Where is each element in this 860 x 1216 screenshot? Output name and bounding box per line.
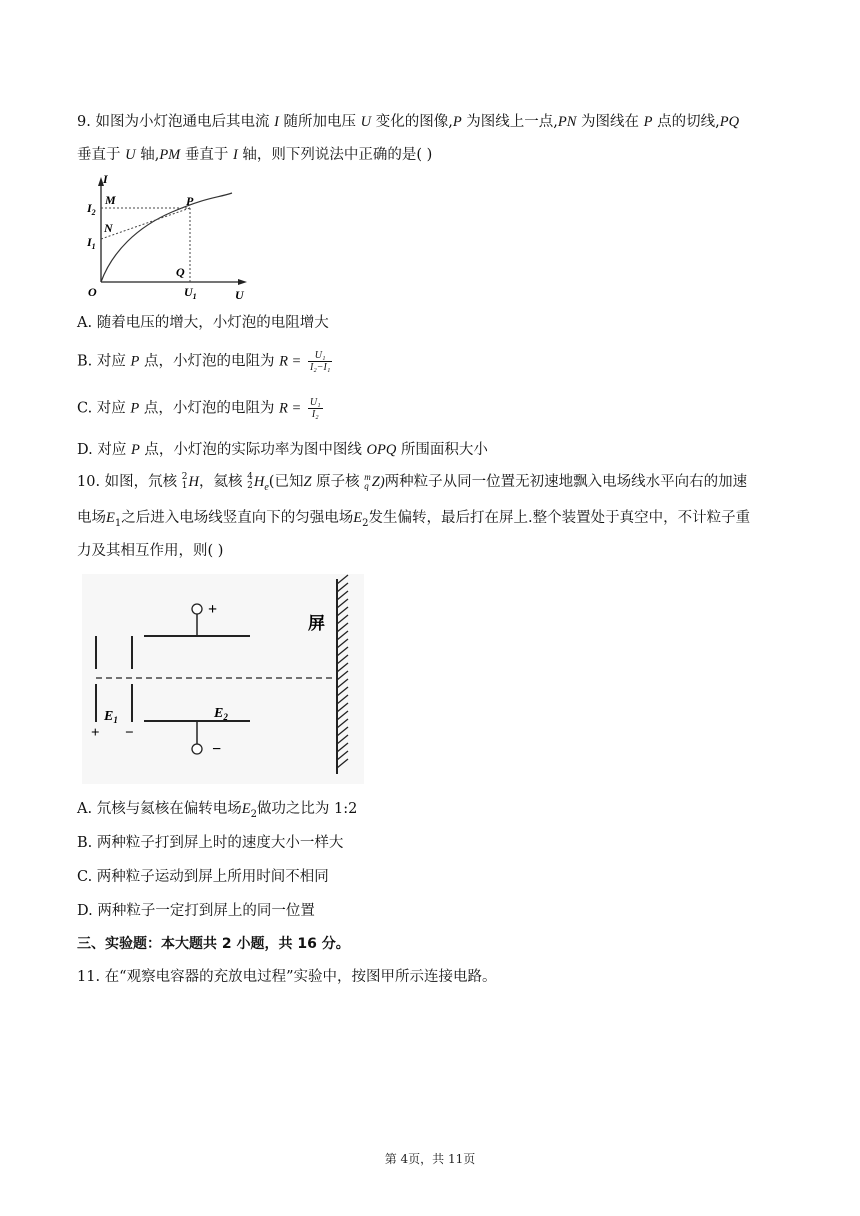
q11-stem: 11. 在“观察电容器的充放电过程”实验中，按图甲所示连接电路。: [77, 969, 497, 985]
q10-stem-line3: 力及其相互作用，则( ): [77, 543, 224, 559]
E2-label: $E_2$: [214, 706, 228, 722]
section-3-heading: 三、实验题：本大题共 2 小题，共 16 分。: [77, 936, 350, 952]
left-minus: −: [125, 725, 134, 741]
bottom-minus: −: [212, 741, 222, 758]
graph-label-Q: Q: [176, 265, 185, 279]
graph-label-I2: $I_2$: [87, 201, 96, 217]
q10-option-c: C. 两种粒子运动到屏上所用时间不相同: [77, 869, 329, 885]
q9-stem-line2: 垂直于 U 轴,PM 垂直于 I 轴，则下列说法中正确的是( ): [77, 147, 433, 163]
q9-option-c: C. 对应 P 点，小灯泡的电阻为 R = $\frac{\text{U₁}}{\text{I₂}}$: [77, 397, 321, 420]
q9-option-a: A. 随着电压的增大，小灯泡的电阻增大: [77, 315, 329, 331]
q10-stem-line1: 10. 如图，氘核 2 1 H，氦核 4 2 $H_e$(已知Z 原子核 m q Z)两种粒子从同一位置无初速地飘入电场线水平向右的加速: [77, 472, 748, 493]
q10-option-b: B. 两种粒子打到屏上时的速度大小一样大: [77, 835, 344, 851]
page-footer: 第 4页，共 11页: [384, 1152, 476, 1166]
field-apparatus-figure: [82, 574, 364, 784]
graph-label-U1: $U_1$: [184, 285, 197, 301]
q10-option-a: A. 氘核与氦核在偏转电场$E_2$做功之比为 1:2: [77, 801, 358, 820]
q10-stem-line2: 电场$E_1$之后进入电场线竖直向下的匀强电场$E_2$发生偏转，最后打在屏上.整个装置处于真空中，不计粒子重: [77, 510, 751, 529]
q9-option-d: D. 对应 P 点，小灯泡的实际功率为图中图线 OPQ 所围面积大小: [77, 442, 488, 458]
graph-label-I1: $I_1$: [87, 235, 96, 251]
q9-stem-line1: 9. 如图为小灯泡通电后其电流 I 随所加电压 U 变化的图像,P 为图线上一点,PN 为图线在 P 点的切线,PQ: [77, 114, 740, 130]
graph-label-P: P: [186, 194, 194, 208]
graph-axis-I: I: [103, 172, 108, 186]
left-plus: +: [91, 725, 100, 741]
graph-origin: O: [88, 285, 97, 299]
q10-option-d: D. 两种粒子一定打到屏上的同一位置: [77, 903, 315, 919]
q9-option-b: B. 对应 P 点，小灯泡的电阻为 R = $\frac{\text{U₁}}{\text{I₂−I₁}}$: [77, 350, 331, 373]
top-plus: +: [208, 601, 218, 618]
graph-label-M: M: [105, 193, 116, 207]
graph-axis-U: U: [235, 288, 244, 302]
E1-label: $E_1$: [104, 709, 118, 725]
graph-label-N: N: [104, 221, 113, 235]
screen-label: 屏: [308, 614, 325, 633]
iu-graph: [82, 172, 252, 304]
